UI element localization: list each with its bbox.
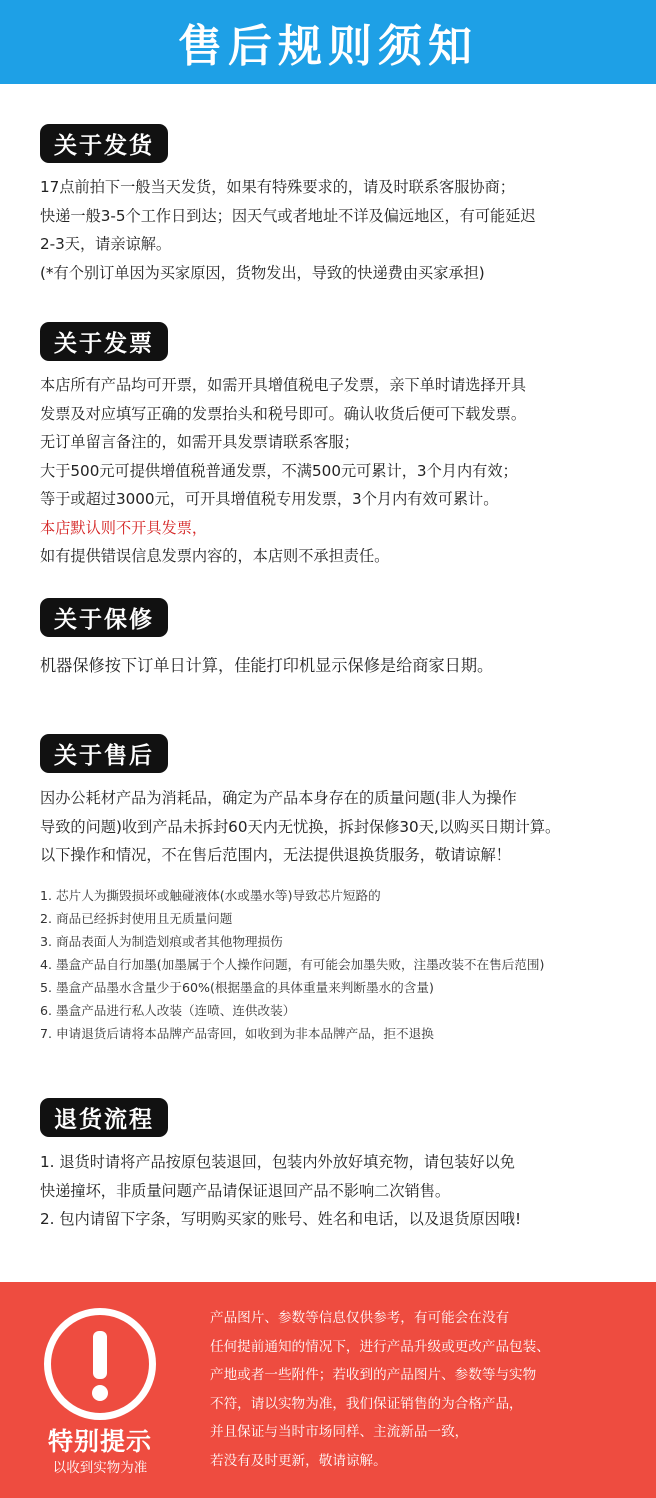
invoice-line: 大于500元可提供增值税普通发票，不满500元可累计，3个月内有效； [40, 461, 518, 480]
list-item: 5. 墨盒产品墨水含量少于60%(根据墨盒的具体重量来判断墨水的含量) [40, 980, 434, 995]
invoice-line: 如有提供错误信息发票内容的，本店则不承担责任。 [40, 547, 390, 565]
list-item: 3. 商品表面人为制造划痕或者其他物理损伤 [40, 934, 283, 949]
notice-line: 不符，请以实物为准，我们保证销售的为合格产品， [210, 1395, 523, 1412]
aftersales-exclusion-list [40, 884, 650, 1045]
notice-line: 并且保证与当时市场同样、主流新品一致， [210, 1424, 469, 1441]
list-item: 4. 墨盒产品自行加墨(加墨属于个人操作问题，有可能会加墨失败，注墨改装不在售后范围) [40, 957, 545, 972]
page-title: 售后规则须知 [178, 21, 478, 72]
invoice-line: 无订单留言备注的，如需开具发票请联系客服； [40, 433, 359, 451]
tag-aftersales: 关于售后 [40, 734, 168, 773]
aftersales-line: 以下操作和情况，不在售后范围内，无法提供退换货服务，敬请谅解！ [40, 846, 511, 864]
notice-title: 特别提示 [47, 1427, 152, 1456]
list-item: 1. 芯片人为撕毁损坏或触碰液体(水或墨水等)导致芯片短路的 [40, 888, 381, 903]
notice-subtitle: 以收到实物为准 [52, 1460, 148, 1476]
tag-invoice: 关于发票 [40, 322, 168, 361]
list-item: 6. 墨盒产品进行私人改装（连喷、连供改装） [40, 1003, 296, 1018]
shipping-line: (*有个别订单因为买家原因，货物发出，导致的快递费由买家承担) [40, 263, 485, 282]
returns-line: 1. 退货时请将产品按原包装退回，包装内外放好填充物，请包装好以免 [40, 1153, 515, 1171]
aftersales-text [40, 784, 650, 870]
exclamation-bar [93, 1331, 107, 1379]
tag-warranty: 关于保修 [40, 598, 168, 637]
invoice-notice-red: 本店默认则不开具发票， [40, 518, 208, 537]
returns-line: 快递撞坏，非质量问题产品请保证退回产品不影响二次销售。 [40, 1181, 451, 1200]
list-item: 2. 商品已经拆封使用且无质量问题 [40, 911, 233, 926]
exclamation-circle-icon [44, 1308, 156, 1420]
tag-shipping: 关于发货 [40, 124, 168, 163]
shipping-line: 快递一般3-5个工作日到达；因天气或者地址不详及偏远地区，有可能延迟 [40, 206, 536, 225]
shipping-line: 17点前拍下一般当天发货，如果有特殊要求的，请及时联系客服协商； [40, 178, 515, 196]
page-header [0, 0, 656, 84]
list-item: 7. 申请退货后请将本品牌产品寄回，如收到为非本品牌产品，拒不退换 [40, 1026, 434, 1041]
returns-text [40, 1148, 650, 1234]
shipping-text [40, 173, 650, 287]
aftersales-line: 导致的问题)收到产品未拆封60天内无忧换，拆封保修30天,以购买日期计算。 [40, 817, 561, 836]
warranty-text: 机器保修按下订单日计算，佳能打印机显示保修是给商家日期。 [40, 656, 494, 675]
shipping-line: 2-3天，请亲谅解。 [40, 235, 172, 253]
tag-returns: 退货流程 [40, 1098, 168, 1137]
invoice-line: 发票及对应填写正确的发票抬头和税号即可。确认收货后便可下载发票。 [40, 404, 526, 423]
aftersales-line: 因办公耗材产品为消耗品，确定为产品本身存在的质量问题(非人为操作 [40, 789, 517, 807]
notice-line: 若没有及时更新，敬请谅解。 [210, 1452, 387, 1469]
invoice-line: 等于或超过3000元，可开具增值税专用发票，3个月内有效可累计。 [40, 490, 499, 508]
returns-line: 2. 包内请留下字条，写明购买家的账号、姓名和电话，以及退货原因哦! [40, 1210, 522, 1228]
notice-line: 产品图片、参数等信息仅供参考，有可能会在没有 [210, 1310, 510, 1326]
invoice-text [40, 371, 650, 571]
exclamation-dot [92, 1385, 108, 1401]
notice-text [210, 1304, 650, 1476]
special-notice-banner [0, 1282, 656, 1498]
notice-line: 产地或者一些附件；若收到的产品图片、参数等与实物 [210, 1367, 537, 1384]
notice-line: 任何提前通知的情况下，进行产品升级或更改产品包装、 [210, 1338, 550, 1355]
invoice-line: 本店所有产品均可开票，如需开具增值税电子发票，亲下单时请选择开具 [40, 376, 526, 394]
